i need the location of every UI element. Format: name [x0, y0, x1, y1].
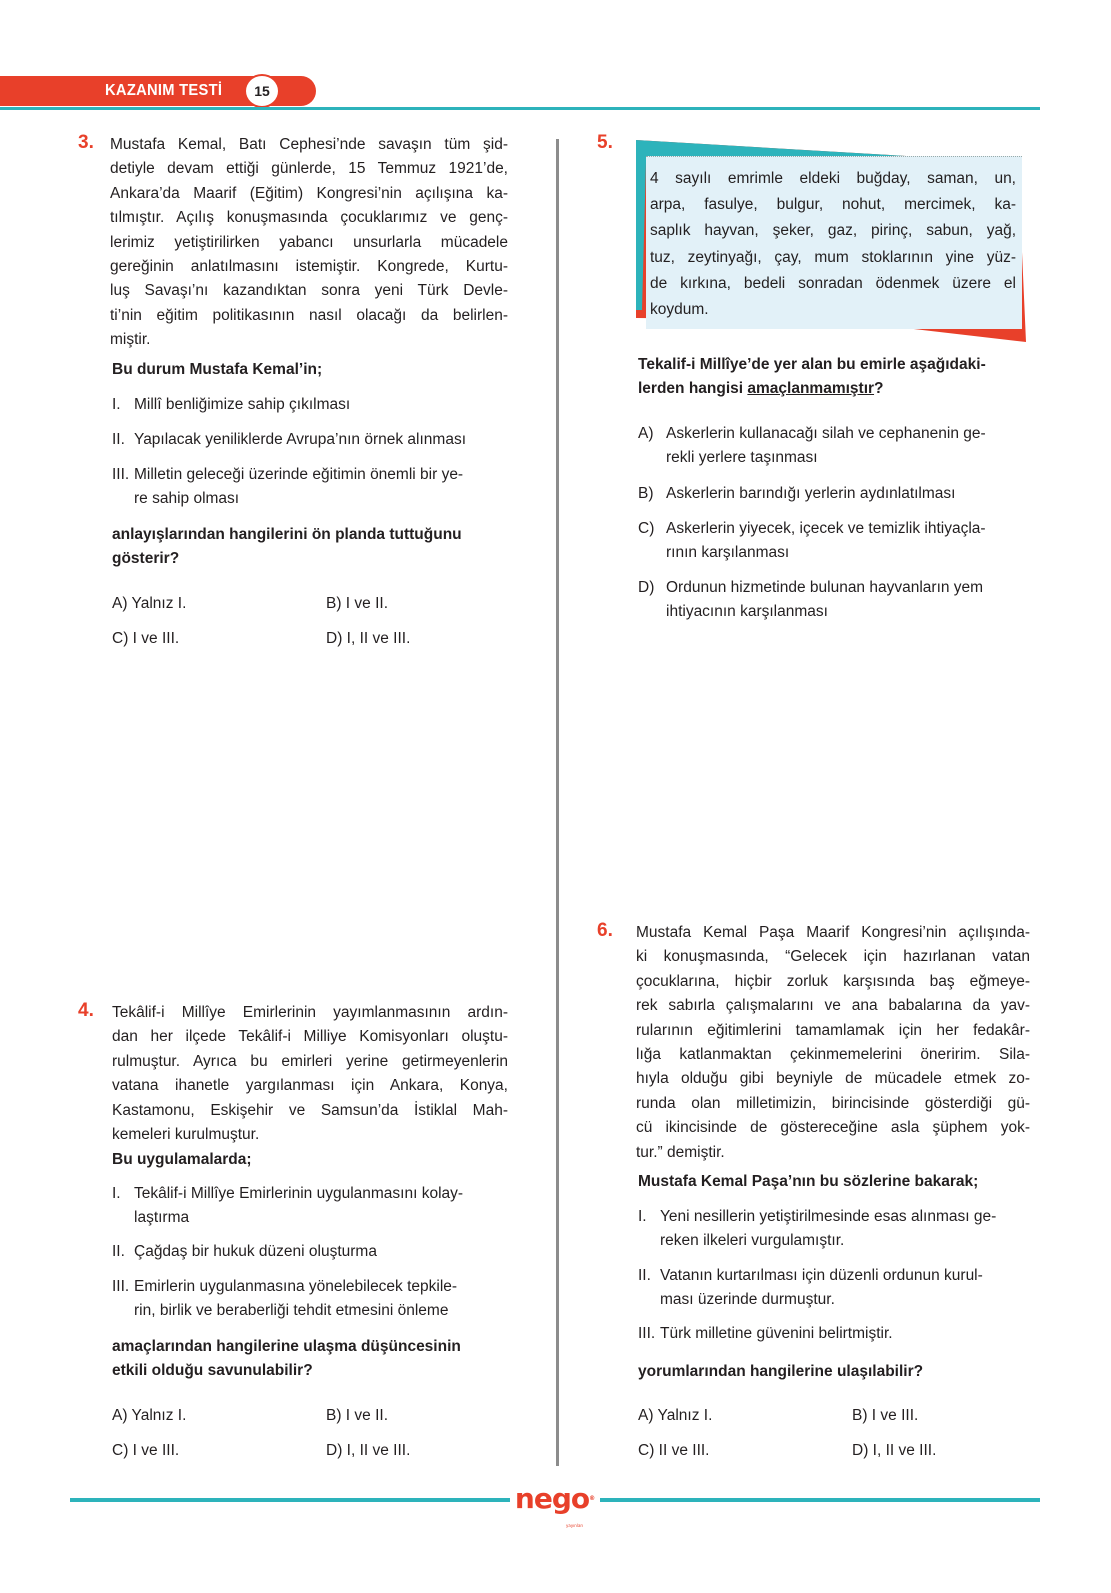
statement-number: I. [638, 1208, 647, 1225]
statement-1 [112, 393, 512, 417]
option-label: A) [638, 425, 654, 442]
option-label: B) [638, 485, 654, 502]
emphasis-word: amaçlanmamıştır [747, 380, 875, 398]
option-text: rının karşılanması [666, 544, 790, 562]
footer-rule-left [70, 1498, 510, 1502]
prompt-line: Tekalif-i Millîye’de yer alan bu emirle aşağıdaki- [638, 356, 986, 373]
statement-text: reken ilkeleri vurgulamıştır. [660, 1232, 845, 1250]
question-lead: Bu durum Mustafa Kemal’in; [112, 361, 323, 378]
test-title: KAZANIM TESTİ [105, 82, 223, 99]
stem-line: cü ikincisinde de göstereceğine asla şüphem yok- [636, 1119, 1030, 1137]
option-label: C) [638, 520, 655, 537]
test-number-badge: 15 [244, 74, 280, 108]
statement-text: Millî benliğimize sahip çıkılması [134, 396, 351, 413]
option-text: ihtiyacının karşılanması [666, 603, 828, 621]
quote-line: tuz, zeytinyağı, çay, mum stoklarının yine yüz- [650, 248, 1016, 266]
statement-number: II. [112, 431, 125, 448]
option-d[interactable]: D) I, II ve III. [326, 1442, 411, 1459]
stem-line: kemeleri kurulmuştur. [112, 1126, 260, 1144]
option-d[interactable]: D) I, II ve III. [326, 630, 411, 647]
statement-text: Türk milletine güvenini belirtmiştir. [660, 1325, 893, 1342]
stem-line: ki konuşmasında, “Gelecek için hazırlanan vatan [636, 948, 1030, 966]
question-prompt [638, 353, 986, 402]
column-divider [556, 139, 559, 1466]
prompt-line: amaçlarından hangilerine ulaşma düşüncesinin [112, 1338, 461, 1355]
footer-rule-right [600, 1498, 1040, 1502]
stem-line: detiyle devam ettiği günlerde, 15 Temmuz 1921’de, [110, 160, 508, 178]
quote-line: de kırkına, bedeli sonradan ödenmek üzere el [650, 274, 1016, 292]
stem-line: luş Savaşı’nı kazandıktan sonra yeni Türk Devle- [110, 282, 508, 300]
stem-line: runda olan milletimizin, birincisinde gösterdiği gü- [636, 1094, 1030, 1112]
statement-text: ması üzerinde durmuştur. [660, 1291, 835, 1309]
stem-line: Mustafa Kemal, Batı Cephesi’nde savaşın tüm şid- [110, 136, 508, 153]
option-text: Askerlerin yiyecek, içecek ve temizlik ihtiyaçla- [666, 520, 986, 537]
registered-mark: ® [589, 1495, 596, 1502]
statement-1 [112, 1182, 512, 1231]
option-a[interactable]: A) Yalnız I. [638, 1407, 713, 1424]
option-c[interactable]: C) I ve III. [112, 1442, 180, 1459]
statement-text: Vatanın kurtarılması için düzenli ordunun kurul- [660, 1267, 983, 1284]
stem-line: ti’nin eğitim politikasının nasıl olacağı da belirlen- [110, 306, 508, 324]
statement-text: Emirlerin uygulanmasına yönelebilecek tepkile- [134, 1278, 458, 1295]
prompt-line [638, 377, 986, 401]
stem-line: gereğinin anlatılmasını istemiştir. Kongrede, Kurtu- [110, 258, 508, 276]
question-lead: Mustafa Kemal Paşa’nın bu sözlerine bakarak; [638, 1173, 979, 1190]
statement-text: laştırma [134, 1209, 190, 1227]
statement-number: III. [112, 466, 130, 483]
option-label: D) [638, 579, 655, 596]
option-a[interactable]: A) Yalnız I. [112, 1407, 187, 1424]
stem-line: tılmıştır. Açılış konuşmasında çocuklarımız ve genç- [110, 209, 508, 227]
statement-number: III. [638, 1325, 656, 1342]
statement-number: I. [112, 396, 121, 413]
stem-line: rek sabırla çalışmalarını ve ana babalarına da yav- [636, 997, 1030, 1015]
stem-line: Tekâlif-i Millîye Emirlerinin yayımlanmasının ardın- [112, 1004, 508, 1021]
stem-line: dan her ilçede Tekâlif-i Milliye Komisyonları oluştu- [112, 1028, 508, 1046]
logo-text: nego [514, 1482, 590, 1515]
statement-text: Tekâlif-i Millîye Emirlerinin uygulanmasını kolay- [134, 1185, 464, 1202]
prompt-line: anlayışlarından hangilerini ön planda tuttuğunu [112, 526, 462, 543]
statement-2 [112, 1240, 512, 1264]
option-b[interactable]: B) I ve III. [852, 1407, 919, 1424]
statement-text: rin, birlik ve beraberliği tehdit etmesini önleme [134, 1302, 449, 1320]
option-d[interactable] [638, 576, 1038, 625]
stem-line: Ankara’da Maarif (Eğitim) Kongresi’nin açılışına ka- [110, 184, 508, 202]
statement-3 [112, 1275, 512, 1324]
publisher-logo [514, 1482, 596, 1528]
option-text: rekli yerlere taşınması [666, 449, 818, 467]
option-a[interactable]: A) Yalnız I. [112, 595, 187, 612]
option-c[interactable]: C) I ve III. [112, 630, 180, 647]
quote-text [650, 166, 1016, 323]
statement-1 [638, 1205, 1038, 1254]
statement-3 [638, 1322, 1038, 1346]
stem-line: lığa katlanmaktan çekinmemelerini öneririm. Sila- [636, 1046, 1030, 1064]
stem-line: çocuklarına, hiçbir zorluk karşısında baş eğmeye- [636, 972, 1030, 990]
quote-line: 4 sayılı emrimle eldeki buğday, saman, un, [650, 170, 1016, 187]
question-prompt [638, 1360, 923, 1384]
question-stem [110, 133, 508, 353]
option-c[interactable] [638, 517, 1038, 566]
question-prompt [112, 1335, 461, 1384]
question-prompt [112, 523, 462, 572]
stem-line: rulmuştur. Ayrıca bu emirleri yerine getirmeyenlerin [112, 1052, 508, 1070]
question-number: 6. [597, 920, 613, 941]
option-text: Askerlerin kullanacağı silah ve cephanenin ge- [666, 425, 986, 442]
stem-line: hıyla olduğu gibi beyniyle de mücadele etmek zo- [636, 1070, 1030, 1088]
prompt-line: yorumlarından hangilerine ulaşılabilir? [638, 1363, 924, 1380]
header-rule [0, 107, 1040, 110]
question-number: 5. [597, 132, 613, 153]
statement-3 [112, 463, 512, 512]
stem-line: Mustafa Kemal Paşa Maarif Kongresi’nin açılışında- [636, 924, 1030, 941]
prompt-line: etkili olduğu savunulabilir? [112, 1362, 313, 1380]
option-d[interactable]: D) I, II ve III. [852, 1442, 937, 1459]
statement-number: II. [638, 1267, 651, 1284]
question-stem [636, 921, 1030, 1165]
stem-line: Kastamonu, Eskişehir ve Samsun’da İstiklal Mah- [112, 1101, 508, 1119]
option-b[interactable] [638, 482, 1038, 506]
logo-subtext: yayınları [566, 1523, 584, 1528]
statement-text: Milletin geleceği üzerinde eğitimin önemli bir ye- [134, 466, 464, 483]
statement-number: II. [112, 1243, 125, 1260]
statement-number: I. [112, 1185, 121, 1202]
stem-line: vatana ihanetle yargılanması için Ankara, Konya, [112, 1077, 508, 1095]
option-b[interactable]: B) I ve II. [326, 1407, 389, 1424]
statement-text: Çağdaş bir hukuk düzeni oluşturma [134, 1243, 377, 1260]
statement-text: re sahip olması [134, 490, 240, 508]
prompt-text: lerden hangisi [638, 380, 748, 398]
question-lead: Bu uygulamalarda; [112, 1151, 252, 1168]
statement-2 [112, 428, 512, 452]
stem-line: lerimiz yetiştirilirken yabancı unsurlarla mücadele [110, 233, 508, 251]
option-a[interactable] [638, 422, 1038, 471]
quote-line: koydum. [650, 301, 709, 319]
stem-line: rularının eğitimlerini tamamlamak için her fedakâr- [636, 1021, 1030, 1039]
option-text: Ordunun hizmetinde bulunan hayvanların yem [666, 579, 984, 596]
option-b[interactable]: B) I ve II. [326, 595, 389, 612]
quote-line: arpa, fasulye, bulgur, nohut, mercimek, ka- [650, 196, 1016, 214]
statement-2 [638, 1264, 1038, 1313]
stem-line: miştir. [110, 331, 151, 349]
option-text: Askerlerin barındığı yerlerin aydınlatılması [666, 485, 956, 502]
option-c[interactable]: C) II ve III. [638, 1442, 710, 1459]
prompt-line: gösterir? [112, 550, 180, 568]
stem-line: tur.” demiştir. [636, 1143, 725, 1161]
question-stem [112, 1001, 508, 1147]
statement-number: III. [112, 1278, 130, 1295]
prompt-text: ? [874, 380, 884, 398]
quote-line: saplık hayvan, şeker, gaz, pirinç, sabun, yağ, [650, 222, 1016, 240]
question-number: 3. [78, 132, 94, 153]
statement-text: Yeni nesillerin yetiştirilmesinde esas alınması ge- [660, 1208, 997, 1225]
statement-text: Yapılacak yeniliklerde Avrupa’nın örnek alınması [134, 431, 467, 448]
question-number: 4. [78, 1000, 94, 1021]
